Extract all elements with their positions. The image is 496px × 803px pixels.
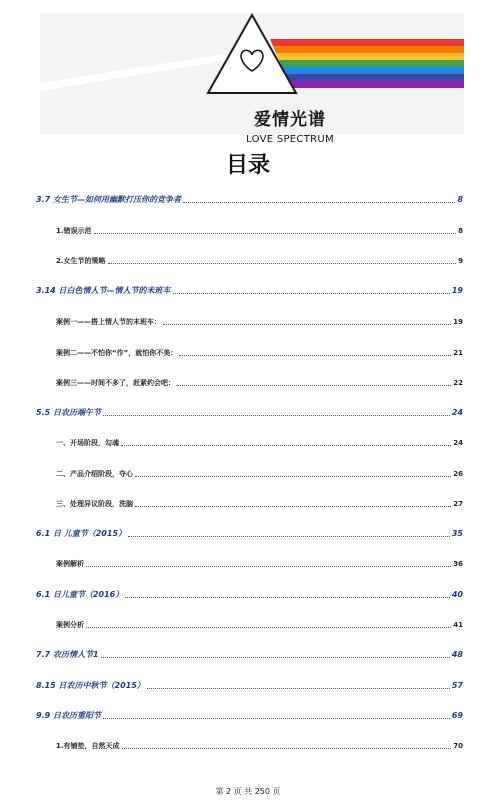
toc-entry[interactable] xyxy=(56,557,463,569)
toc-leader-dots xyxy=(86,565,451,567)
toc-leader-dots xyxy=(103,414,450,416)
toc-entry-page: 24 xyxy=(453,439,463,447)
toc-leader-dots xyxy=(101,656,450,658)
logo-banner xyxy=(40,13,464,145)
toc-leader-dots xyxy=(173,292,450,294)
toc-entry-page: 21 xyxy=(453,349,463,357)
toc-entry-label: 案例一——搭上情人节的末班车： xyxy=(56,318,161,326)
toc-entry-label: 9.9 日农历重阳节 xyxy=(36,711,101,720)
toc-entry-label: 2.女生节的策略 xyxy=(56,257,106,265)
toc-leader-dots xyxy=(125,596,450,598)
toc-entry[interactable] xyxy=(36,284,463,296)
rainbow-band xyxy=(282,67,464,74)
toc-entry-page: 40 xyxy=(451,590,463,599)
toc-entry-label: 5.5 日农历端午节 xyxy=(36,408,101,417)
light-beam xyxy=(40,53,236,91)
rainbow-stripes xyxy=(270,39,464,88)
toc-entry-page: 27 xyxy=(453,500,463,508)
toc-entry-page: 41 xyxy=(453,621,463,629)
toc-leader-dots xyxy=(122,747,452,749)
toc-entry-label: 案例解析 xyxy=(56,560,84,568)
toc-entry-page: 57 xyxy=(451,681,463,690)
toc-title: 目录 xyxy=(225,153,270,178)
toc-entry-label: 二、产品介绍阶段，夺心 xyxy=(56,470,133,478)
toc-entry[interactable] xyxy=(56,224,463,236)
toc-entry[interactable] xyxy=(36,527,463,539)
toc-entry-label: 一、开场阶段，勾魂 xyxy=(56,439,119,447)
toc-entry[interactable] xyxy=(36,406,463,418)
toc-leader-dots xyxy=(163,323,451,325)
toc-entry-label: 1.错误示范 xyxy=(56,227,92,235)
toc-leader-dots xyxy=(135,475,451,477)
toc-entry-label: 6.1 日 儿童节（2015） xyxy=(36,529,127,538)
toc-entry[interactable] xyxy=(56,436,463,448)
rainbow-band xyxy=(288,81,464,88)
toc-entry-page: 22 xyxy=(453,379,463,387)
toc-entry[interactable] xyxy=(56,467,463,479)
toc-entry[interactable] xyxy=(56,618,463,630)
toc-entry[interactable] xyxy=(56,254,463,266)
toc-entry-label: 3.14 日白色情人节—情人节的末班车 xyxy=(36,286,171,295)
rainbow-band xyxy=(276,53,464,60)
toc-leader-dots xyxy=(103,717,450,719)
toc-entry-page: 8 xyxy=(457,195,463,204)
toc-leader-dots xyxy=(128,535,450,537)
toc-entry[interactable] xyxy=(56,346,463,358)
toc-leader-dots xyxy=(121,444,451,446)
page-footer: 第 2 页 共 250 页 xyxy=(215,787,281,796)
toc-entry[interactable] xyxy=(56,497,463,509)
toc-entry-page: 26 xyxy=(453,470,463,478)
logo-title-en: LOVE SPECTRUM xyxy=(246,134,334,145)
toc-leader-dots xyxy=(135,505,451,507)
toc-leader-dots xyxy=(86,626,451,628)
toc-entry[interactable] xyxy=(36,709,463,721)
toc-entry[interactable] xyxy=(36,588,463,600)
toc-leader-dots xyxy=(183,201,455,203)
rainbow-band xyxy=(270,39,464,46)
rainbow-band xyxy=(273,46,464,53)
toc-entry-page: 48 xyxy=(451,650,463,659)
toc-entry-label: 6.1 日儿童节（2016） xyxy=(36,590,124,599)
toc-leader-dots xyxy=(177,384,451,386)
toc-entry[interactable] xyxy=(36,648,463,660)
toc-entry-page: 19 xyxy=(451,286,463,295)
toc-entry-page: 70 xyxy=(453,742,463,750)
toc-entry[interactable] xyxy=(36,679,463,691)
toc-leader-dots xyxy=(108,262,457,264)
toc-entry-page: 35 xyxy=(451,529,463,538)
rainbow-band xyxy=(285,74,464,81)
toc-entry-label: 1.有铺垫，自然天成 xyxy=(56,742,120,750)
toc-entry[interactable] xyxy=(56,739,463,751)
toc-entry-page: 24 xyxy=(451,408,463,417)
toc-leader-dots xyxy=(147,687,450,689)
toc-leader-dots xyxy=(94,232,457,234)
toc-entry-page: 8 xyxy=(458,227,463,235)
toc-entry-label: 3.7 女生节—如何用幽默打压你的竞争者 xyxy=(36,195,181,204)
toc-entry[interactable] xyxy=(56,376,463,388)
rainbow-band xyxy=(279,60,464,67)
toc-entry-label: 案例二——不怕你“作”，就怕你不美： xyxy=(56,349,178,357)
logo-title-cn: 爱情光谱 xyxy=(254,110,326,130)
toc-entry[interactable] xyxy=(36,193,463,205)
toc-entry[interactable] xyxy=(56,315,463,327)
toc-entry-label: 三、处理异议阶段，洗脑 xyxy=(56,500,133,508)
toc-entry-label: 7.7 农历情人节1 xyxy=(36,650,99,659)
toc-entry-label: 8.15 日农历中秋节（2015） xyxy=(36,681,145,690)
toc-leader-dots xyxy=(179,354,451,356)
toc-entry-page: 9 xyxy=(458,257,463,265)
toc-entry-page: 69 xyxy=(451,711,463,720)
toc-entry-label: 案例分析 xyxy=(56,621,84,629)
toc-entry-page: 19 xyxy=(453,318,463,326)
toc-entry-label: 案例三——时间不多了，赶紧约会吧： xyxy=(56,379,175,387)
toc-entry-page: 36 xyxy=(453,560,463,568)
